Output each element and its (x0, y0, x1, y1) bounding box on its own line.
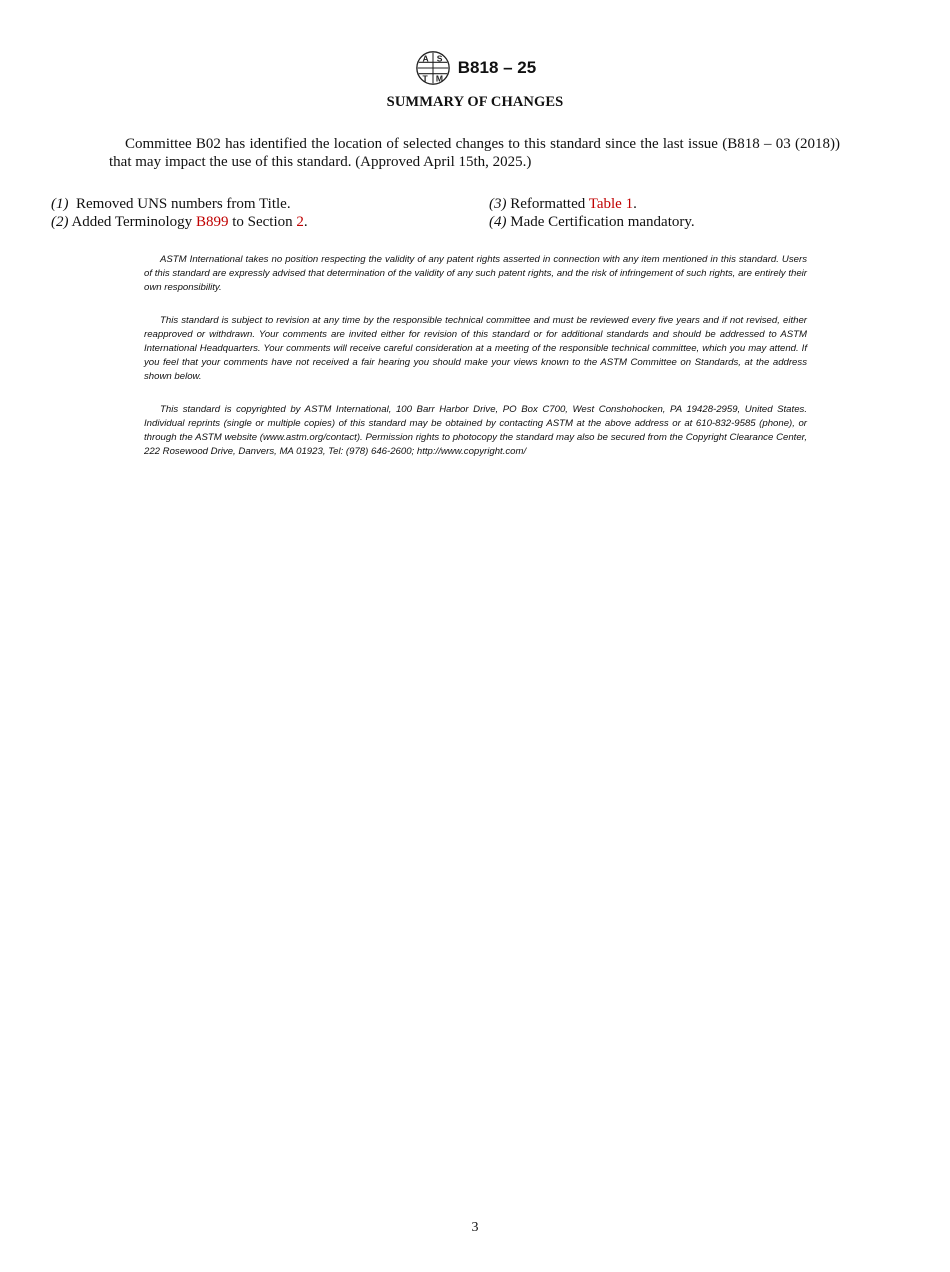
svg-text:A: A (422, 53, 429, 64)
summary-intro: Committee B02 has identified the location of selected changes to this standard since the last issue (B818 – 03 (2018)) that may impact the use of this standard. (Approved April 15th, 2025.) (109, 136, 840, 170)
change-number: (2) (51, 214, 69, 230)
document-header (0, 48, 950, 88)
change-item-4 (489, 213, 909, 231)
revision-notice: This standard is subject to revision at any time by the responsible technical committee and must be reviewed every five years and if not revised, either reapproved or withdrawn. Your comments are invited either for revision of this standard or for additional standards and should be addressed to ASTM International Headquarters. Your comments will receive careful consideration at a meeting of the responsible technical committee, which you may attend. If you feel that your comments have not received a fair hearing you should make your views known to the ASTM Committee on Standards, at the address shown below. (144, 315, 807, 382)
link-b899[interactable]: B899 (195, 214, 229, 230)
copyright-notice: This standard is copyrighted by ASTM International, 100 Barr Harbor Drive, PO Box C700, West Conshohocken, PA 19428-2959, United States. Individual reprints (single or multiple copies) of this standard may be obtained by contacting ASTM at the above address or at 610-832-9585 (phone), or through the ASTM website (www.astm.org/contact). Permission rights to photocopy the standard may also be secured from the Copyright Clearance Center, 222 Rosewood Drive, Danvers, MA 01923, Tel: (978) 646-2600; http://www.copyright.com/ (144, 404, 807, 457)
change-item-2 (51, 213, 471, 231)
change-item-1 (51, 195, 471, 213)
changes-left-column (51, 195, 471, 231)
page-number: 3 (471, 1220, 479, 1235)
link-section-2[interactable]: 2 (296, 214, 304, 230)
change-text: to Section (232, 214, 293, 230)
change-number: (1) (51, 196, 69, 212)
standard-designation: B818 – 25 (457, 58, 537, 77)
change-text: Reformatted (510, 196, 586, 212)
change-item-3 (489, 195, 909, 213)
change-text: . (303, 214, 308, 230)
section-title: SUMMARY OF CHANGES (386, 94, 564, 110)
svg-text:M: M (435, 73, 443, 84)
change-text: Removed UNS numbers from Title. (76, 196, 291, 212)
change-text: . (633, 196, 637, 212)
change-text: Added Terminology (71, 214, 193, 230)
change-number: (4) (489, 214, 507, 230)
svg-text:S: S (436, 53, 443, 64)
changes-right-column (489, 195, 909, 231)
change-text: Made Certification mandatory. (510, 214, 695, 230)
link-table-1[interactable]: Table 1 (588, 196, 634, 212)
svg-text:T: T (422, 73, 428, 84)
patent-notice: ASTM International takes no position respecting the validity of any patent rights asserted in connection with any item mentioned in this standard. Users of this standard are expressly advised that determination of the validity of any such patent rights, and the risk of infringement of such rights, are entirely their own responsibility. (144, 254, 807, 293)
change-number: (3) (489, 196, 507, 212)
astm-logo-icon (414, 49, 452, 87)
